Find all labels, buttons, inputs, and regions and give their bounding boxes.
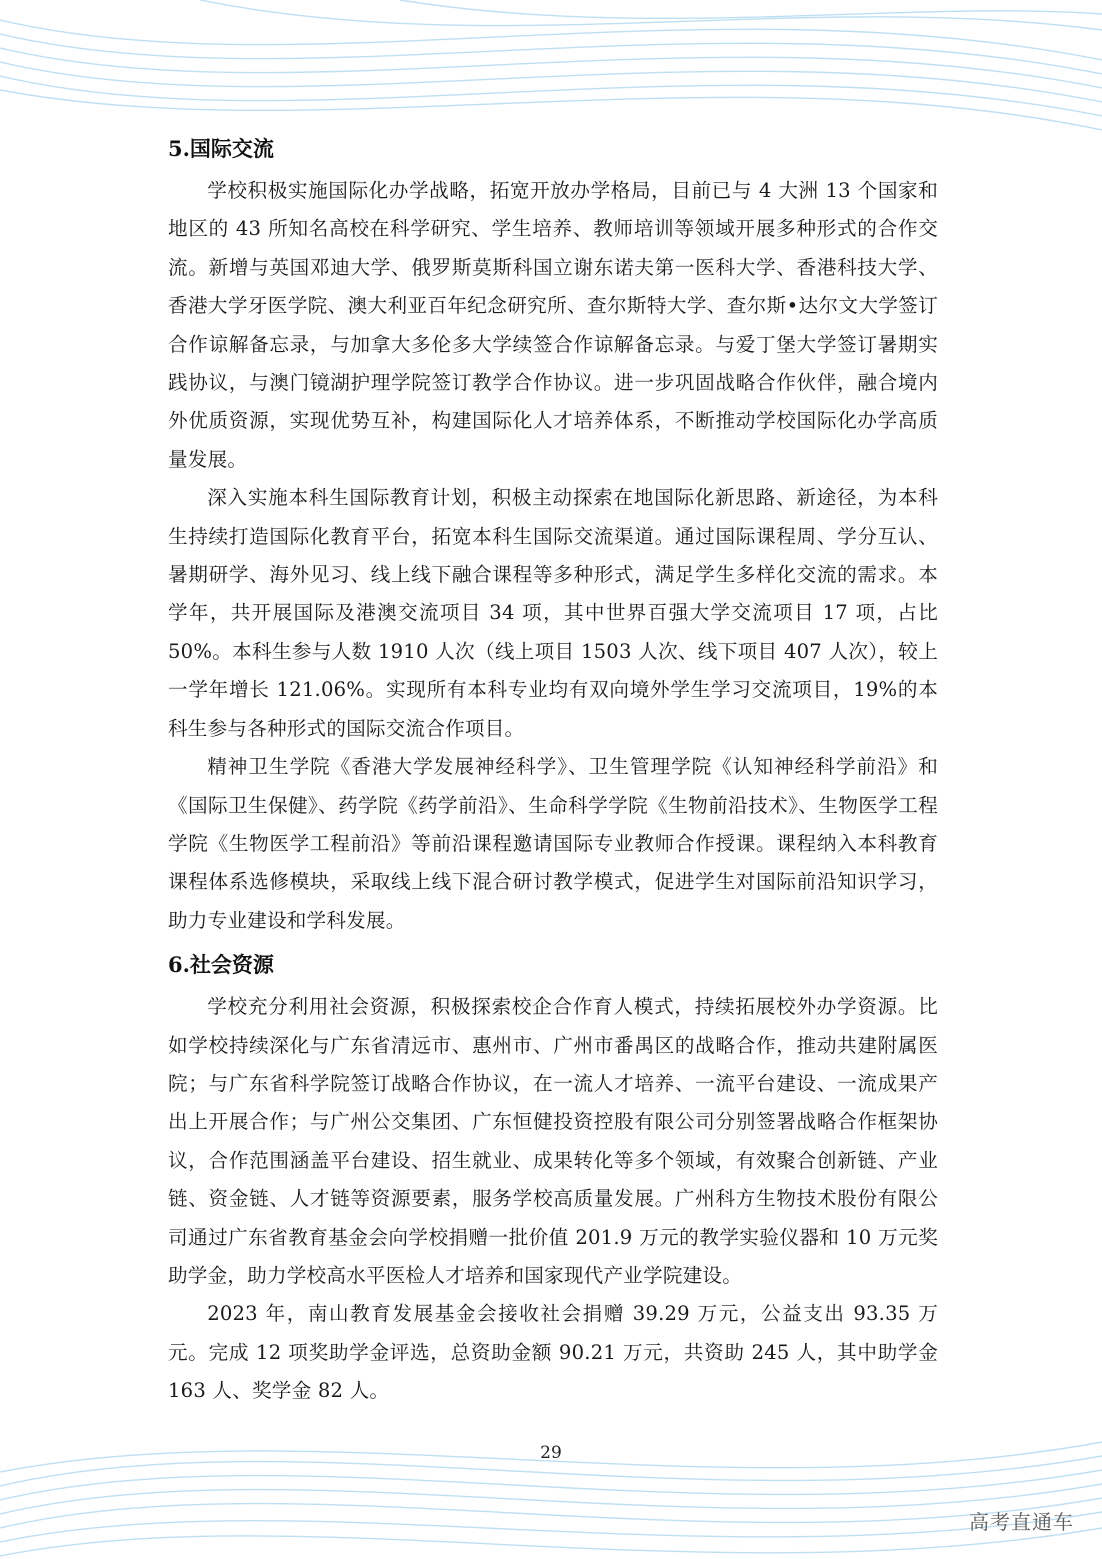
paragraph: 2023 年，南山教育发展基金会接收社会捐赠 39.29 万元，公益支出 93.35 万元。完成 12 项奖助学金评选，总资助金额 90.21 万元，共资助 245 人，其中助学金 163 人、奖学金 82 人。 [168,1302,938,1403]
paragraph: 深入实施本科生国际教育计划，积极主动探索在地国际化新思路、新途径，为本科生持续打造国际化教育平台，拓宽本科生国际交流渠道。通过国际课程周、学分互认、暑期研学、海外见习、线上线下融合课程等多种形式，满足学生多样化交流的需求。本学年，共开展国际及港澳交流项目 34 项，其中世界百强大学交流项目 17 项，占比 50%。本科生参与人数 1910 人次（线上项目 1503 人次、线下项目 407 人次），较上一学年增长 121.06%。实现所有本科专业均有双向境外学生学习交流项目，19%的本科生参与各种形式的国际交流合作项目。 [168,486,938,740]
section-heading-social-resources: 6.社会资源 [168,952,274,978]
paragraph: 学校积极实施国际化办学战略，拓宽开放办学格局，目前已与 4 大洲 13 个国家和地区的 43 所知名高校在科学研究、学生培养、教师培训等领域开展多种形式的合作交流。新增与英国邓迪大学、俄罗斯莫斯科国立谢东诺夫第一医科大学、香港科技大学、香港大学牙医学院、澳大利亚百年纪念研究所、查尔斯特大学、查尔斯•达尔文大学签订合作谅解备忘录，与加拿大多伦多大学续签合作谅解备忘录。与爱丁堡大学签订暑期实践协议，与澳门镜湖护理学院签订教学合作协议。进一步巩固战略合作伙伴，融合境内外优质资源，实现优势互补，构建国际化人才培养体系，不断推动学校国际化办学高质量发展。 [168,179,938,471]
section-heading-international: 5.国际交流 [168,136,274,161]
paragraph: 精神卫生学院《香港大学发展神经科学》、卫生管理学院《认知神经科学前沿》和《国际卫生保健》、药学院《药学前沿》、生命科学学院《生物前沿技术》、生物医学工程学院《生物医学工程前沿》等前沿课程邀请国际专业教师合作授课。课程纳入本科教育课程体系选修模块，采取线上线下混合研讨教学模式，促进学生对国际前沿知识学习，助力专业建设和学科发展。 [168,755,938,932]
page-number: 29 [540,1443,562,1463]
paragraph: 学校充分利用社会资源，积极探索校企合作育人模式，持续拓展校外办学资源。比如学校持续深化与广东省清远市、惠州市、广州市番禺区的战略合作，推动共建附属医院；与广东省科学院签订战略合作协议，在一流人才培养、一流平台建设、一流成果产出上开展合作；与广州公交集团、广东恒健投资控股有限公司分别签署战略合作框架协议，合作范围涵盖平台建设、招生就业、成果转化等多个领域，有效聚合创新链、产业链、资金链、人才链等资源要素，服务学校高质量发展。广州科方生物技术股份有限公司通过广东省教育基金会向学校捐赠一批价值 201.9 万元的教学实验仪器和 10 万元奖助学金，助力学校高水平医检人才培养和国家现代产业学院建设。 [168,995,938,1287]
page-content [168,130,938,1411]
watermark: 高考直通车 [969,1510,1074,1534]
